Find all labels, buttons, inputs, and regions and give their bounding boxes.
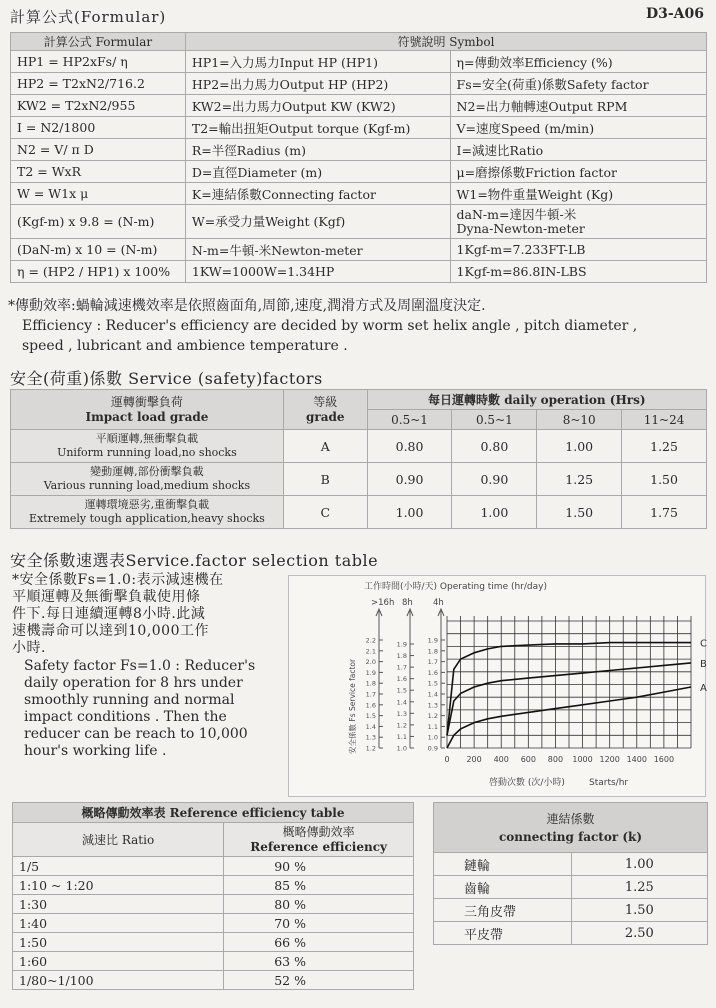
symbol-cell: T2=輸出扭矩Output torque (Kgf-m) xyxy=(185,117,450,139)
reference-row xyxy=(13,952,414,971)
hour-column-header: 0.5~1 xyxy=(452,410,537,430)
scale-16h-tick-label: 1.6 xyxy=(365,701,376,710)
formula-row xyxy=(11,261,707,283)
ratio-cell: 1:50 xyxy=(13,933,224,952)
service-factor-value: 0.80 xyxy=(452,430,537,463)
scale-8h-tick-label: 1.7 xyxy=(396,663,407,672)
connecting-header-zh: 連結係數 xyxy=(546,811,595,826)
chart-title: 工作時間(小時/天) Operating time (hr/day) xyxy=(364,582,547,592)
service-factor-value: 1.50 xyxy=(537,496,622,529)
formula-cell: HP1 = HP2xFs/ η xyxy=(11,51,186,73)
ratio-header-text: 減速比 Ratio xyxy=(82,833,155,847)
service-row xyxy=(11,430,707,463)
selection-en-line: Safety factor Fs=1.0 : Reducer's xyxy=(24,658,256,674)
formula-cell: T2 = WxR xyxy=(11,161,186,183)
ratio-cell: 1/80~1/100 xyxy=(13,971,224,990)
impact-load-zh: 變動運轉,部份衝擊負載 xyxy=(90,465,204,478)
impact-header-zh: 運轉衝擊負荷 xyxy=(110,394,183,409)
selection-section-title: 安全係數速選表Service.factor selection table xyxy=(10,551,379,570)
reference-row xyxy=(13,857,414,876)
x-tick-label: 1000 xyxy=(572,755,593,764)
selection-en-line: reducer can be reach to 10,000 xyxy=(24,726,248,742)
scale-4h-tick-label: 1.2 xyxy=(427,712,438,721)
symbol-cell: HP1=入力馬力Input HP (HP1) xyxy=(185,51,450,73)
formula-table xyxy=(10,32,707,283)
formula-cell: HP2 = T2xN2/716.2 xyxy=(11,73,186,95)
service-factor-value: 1.00 xyxy=(452,496,537,529)
efficiency-header-zh: 概略傳動效率 xyxy=(282,824,355,839)
scale-8h-tick-label: 1.3 xyxy=(396,709,407,718)
formula-row xyxy=(11,95,707,117)
impact-load-en: Extremely tough application,heavy shocks xyxy=(29,512,265,525)
symbol-cell: 1Kgf-m=86.8IN-LBS xyxy=(450,261,706,283)
service-section-title: 安全(荷重)係數 Service (safety)factors xyxy=(10,369,323,388)
daily-operation-header: 每日運轉時數 daily operation (Hrs) xyxy=(367,390,706,410)
grade-cell: C xyxy=(283,496,367,529)
scale-16h-tick-label: 2.2 xyxy=(365,636,376,645)
scale-4h-tick-label: 1.7 xyxy=(427,658,438,667)
formula-row xyxy=(11,183,707,205)
scale-16h-tick-label: 2.0 xyxy=(365,658,376,667)
efficiency-cell: 85 % xyxy=(224,876,414,895)
selection-zh-line: 小時. xyxy=(12,640,46,656)
connecting-factor-value: 1.00 xyxy=(571,853,707,876)
connecting-header-en: connecting factor (k) xyxy=(498,829,643,844)
symbol-cell: KW2=出力馬力Output KW (KW2) xyxy=(185,95,450,117)
x-tick-label: 0 xyxy=(444,755,450,764)
hour-scale-label: 4h xyxy=(433,598,444,608)
selection-en-line: impact conditions . Then the xyxy=(24,709,227,725)
scale-4h-tick-label: 1.5 xyxy=(427,679,438,688)
scale-8h-tick-label: 1.9 xyxy=(396,640,407,649)
reference-row xyxy=(13,876,414,895)
connecting-factor-value: 1.50 xyxy=(571,899,707,922)
formula-row xyxy=(11,239,707,261)
scale-16h-tick-label: 1.9 xyxy=(365,668,376,677)
scale-4h-tick-label: 1.4 xyxy=(427,690,438,699)
selection-en-line: daily operation for 8 hrs under xyxy=(24,675,243,691)
symbol-cell: K=連結係數Connecting factor xyxy=(185,183,450,205)
symbol-cell: 1KW=1000W=1.34HP xyxy=(185,261,450,283)
formula-cell: N2 = V/ π D xyxy=(11,139,186,161)
efficiency-header-en: Reference efficiency xyxy=(250,839,387,854)
reference-row xyxy=(13,971,414,990)
scale-16h-tick-label: 1.4 xyxy=(365,722,376,731)
symbol-cell: Fs=安全(荷重)係數Safety factor xyxy=(450,73,706,95)
x-tick-label: 600 xyxy=(520,755,536,764)
connecting-row xyxy=(434,853,708,876)
scale-4h-tick-label: 0.9 xyxy=(427,744,438,753)
symbol-cell: N-m=牛頓-米Newton-meter xyxy=(185,239,450,261)
x-tick-label: 1400 xyxy=(626,755,647,764)
selection-zh-line: 平順運轉及無衝擊負載使用條 xyxy=(12,589,201,605)
impact-load-en: Various running load,medium shocks xyxy=(43,479,251,492)
curve-label-B: B xyxy=(700,658,707,670)
reference-title: 概略傳動效率表 Reference efficiency table xyxy=(13,803,414,823)
x-axis-label-en: Starts/hr xyxy=(589,778,629,788)
scale-8h-tick-label: 1.0 xyxy=(396,744,407,753)
scale-8h-tick-label: 1.4 xyxy=(396,698,407,707)
scale-16h-tick-label: 1.8 xyxy=(365,679,376,688)
grade-cell: B xyxy=(283,463,367,496)
symbol-cell: η=傳動效率Efficiency (%) xyxy=(450,51,706,73)
impact-load-zh: 運轉環境惡劣,重衝擊負載 xyxy=(84,498,210,511)
curve-label-C: C xyxy=(700,638,707,650)
impact-load-cell xyxy=(11,463,284,496)
page-title: 計算公式(Formular) xyxy=(10,8,167,26)
ratio-cell: 1:60 xyxy=(13,952,224,971)
efficiency-cell: 63 % xyxy=(224,952,414,971)
selection-en-line: hour's working life . xyxy=(24,743,167,759)
formula-header: 計算公式 Formular xyxy=(11,33,186,51)
symbol-cell: I=減速比Ratio xyxy=(450,139,706,161)
connecting-factor-value: 1.25 xyxy=(571,876,707,899)
scale-8h-tick-label: 1.5 xyxy=(396,686,407,695)
formula-row xyxy=(11,117,707,139)
transmission-type: 鏈輪 xyxy=(434,853,572,876)
ratio-cell: 1/5 xyxy=(13,857,224,876)
service-factor-value: 1.50 xyxy=(622,463,707,496)
hour-column-header: 0.5~1 xyxy=(367,410,452,430)
ratio-cell: 1:10 ~ 1:20 xyxy=(13,876,224,895)
formula-row xyxy=(11,139,707,161)
connecting-row xyxy=(434,899,708,922)
symbol-cell: N2=出力軸轉速Output RPM xyxy=(450,95,706,117)
service-factor-value: 0.90 xyxy=(367,463,452,496)
hour-column-header: 11~24 xyxy=(622,410,707,430)
service-row xyxy=(11,496,707,529)
service-factor-value: 0.90 xyxy=(452,463,537,496)
symbol-cell: R=半徑Radius (m) xyxy=(185,139,450,161)
service-factor-value: 0.80 xyxy=(367,430,452,463)
selection-en-line: smoothly running and normal xyxy=(24,692,235,708)
x-tick-label: 400 xyxy=(493,755,509,764)
symbol-cell: W1=物件重量Weight (Kg) xyxy=(450,183,706,205)
efficiency-cell: 90 % xyxy=(224,857,414,876)
efficiency-cell: 66 % xyxy=(224,933,414,952)
symbol-cell: μ=磨擦係數Friction factor xyxy=(450,161,706,183)
grade-header xyxy=(283,390,367,430)
transmission-type: 平皮帶 xyxy=(434,922,572,945)
formula-cell: (DaN-m) x 10 = (N-m) xyxy=(11,239,186,261)
symbol-cell: W=承受力量Weight (Kgf) xyxy=(185,205,450,239)
selection-zh-line: 速機壽命可以達到10,000工作 xyxy=(12,623,209,639)
reference-efficiency-table xyxy=(12,802,414,990)
formula-row xyxy=(11,73,707,95)
connecting-factor-value: 2.50 xyxy=(571,922,707,945)
efficiency-header xyxy=(224,823,414,857)
connecting-row xyxy=(434,876,708,899)
hour-scale-label: 8h xyxy=(402,598,413,608)
service-factor-chart xyxy=(288,575,706,797)
connecting-header xyxy=(434,803,708,853)
scale-16h-tick-label: 2.1 xyxy=(365,647,376,656)
symbol-line: Dyna-Newton-meter xyxy=(456,220,585,236)
curve-label-A: A xyxy=(700,683,707,695)
grade-header-en: grade xyxy=(305,409,345,424)
formula-cell: KW2 = T2xN2/955 xyxy=(11,95,186,117)
x-axis-label-zh: 啓動次數 (次/小時) xyxy=(489,778,565,788)
service-factor-value: 1.75 xyxy=(622,496,707,529)
formula-row xyxy=(11,51,707,73)
service-row xyxy=(11,463,707,496)
efficiency-note xyxy=(8,296,637,356)
scale-16h-tick-label: 1.3 xyxy=(365,733,376,742)
connecting-factor-table xyxy=(433,802,708,945)
hour-scale-label: >16h xyxy=(371,598,395,608)
formula-cell: W = W1x μ xyxy=(11,183,186,205)
scale-4h-tick-label: 1.0 xyxy=(427,733,438,742)
transmission-type: 齒輪 xyxy=(434,876,572,899)
service-factor-value: 1.00 xyxy=(537,430,622,463)
scale-4h-tick-label: 1.1 xyxy=(427,722,438,731)
formula-row xyxy=(11,161,707,183)
symbol-cell: 1Kgf-m=7.233FT-LB xyxy=(450,239,706,261)
service-factor-value: 1.25 xyxy=(622,430,707,463)
selection-zh-line: 件下.每日連續運轉8小時.此減 xyxy=(12,606,206,622)
impact-load-cell xyxy=(11,496,284,529)
service-factor-value: 1.25 xyxy=(537,463,622,496)
formula-cell: I = N2/1800 xyxy=(11,117,186,139)
impact-header-en: Impact load grade xyxy=(85,409,209,424)
scale-16h-tick-label: 1.2 xyxy=(365,744,376,753)
scale-8h-tick-label: 1.2 xyxy=(396,721,407,730)
symbol-line: daN-m=達因牛頓-米 xyxy=(456,206,577,222)
impact-load-cell xyxy=(11,430,284,463)
reference-row xyxy=(13,933,414,952)
impact-load-zh: 平順運轉,無衝擊負載 xyxy=(95,432,199,445)
efficiency-cell: 52 % xyxy=(224,971,414,990)
symbol-header: 符號說明 Symbol xyxy=(185,33,706,51)
x-tick-label: 800 xyxy=(547,755,564,764)
symbol-cell xyxy=(450,205,706,239)
service-factor-table xyxy=(10,389,707,529)
scale-8h-tick-label: 1.1 xyxy=(396,732,407,741)
formula-cell: η = (HP2 / HP1) x 100% xyxy=(11,261,186,283)
scale-4h-tick-label: 1.6 xyxy=(427,668,438,677)
symbol-cell: D=直徑Diameter (m) xyxy=(185,161,450,183)
efficiency-note-en2: speed , lubricant and ambience temperature . xyxy=(22,338,348,354)
reference-row xyxy=(13,914,414,933)
scale-4h-tick-label: 1.9 xyxy=(427,636,438,645)
x-tick-label: 1200 xyxy=(599,755,620,764)
transmission-type: 三角皮帶 xyxy=(434,899,572,922)
document-code: D3-A06 xyxy=(645,6,704,22)
formula-row xyxy=(11,205,707,239)
formula-cell: (Kgf-m) x 9.8 = (N-m) xyxy=(11,205,186,239)
grade-header-zh: 等級 xyxy=(313,394,338,409)
impact-load-en: Uniform running load,no shocks xyxy=(57,446,237,459)
efficiency-cell: 80 % xyxy=(224,895,414,914)
efficiency-note-en1: Efficiency : Reducer's efficiency are decided by worm set helix angle , pitch diameter , xyxy=(22,318,638,334)
scale-8h-tick-label: 1.6 xyxy=(396,675,407,684)
y-axis-label: 安全係數 Fs Service factor xyxy=(348,658,357,754)
scale-8h-tick-label: 1.8 xyxy=(396,652,407,661)
chart-svg xyxy=(289,576,707,798)
ratio-cell: 1:40 xyxy=(13,914,224,933)
scale-4h-tick-label: 1.3 xyxy=(427,701,438,710)
selection-description xyxy=(12,572,282,760)
scale-16h-tick-label: 1.5 xyxy=(365,712,376,721)
impact-load-header xyxy=(11,390,284,430)
hour-column-header: 8~10 xyxy=(537,410,622,430)
efficiency-note-zh: *傳動效率:蝸輪減速機效率是依照齒面角,周節,速度,潤滑方式及周圍溫度決定. xyxy=(8,298,486,314)
efficiency-cell: 70 % xyxy=(224,914,414,933)
symbol-cell: HP2=出力馬力Output HP (HP2) xyxy=(185,73,450,95)
reference-row xyxy=(13,895,414,914)
selection-zh-line: *安全係數Fs=1.0:表示減速機在 xyxy=(12,572,224,588)
service-factor-value: 1.00 xyxy=(367,496,452,529)
ratio-header xyxy=(13,823,224,857)
ratio-cell: 1:30 xyxy=(13,895,224,914)
scale-16h-tick-label: 1.7 xyxy=(365,690,376,699)
connecting-row xyxy=(434,922,708,945)
grade-cell: A xyxy=(283,430,367,463)
symbol-cell: V=速度Speed (m/min) xyxy=(450,117,706,139)
x-tick-label: 1600 xyxy=(653,755,675,764)
x-tick-label: 200 xyxy=(466,755,482,764)
scale-4h-tick-label: 1.8 xyxy=(427,647,438,656)
